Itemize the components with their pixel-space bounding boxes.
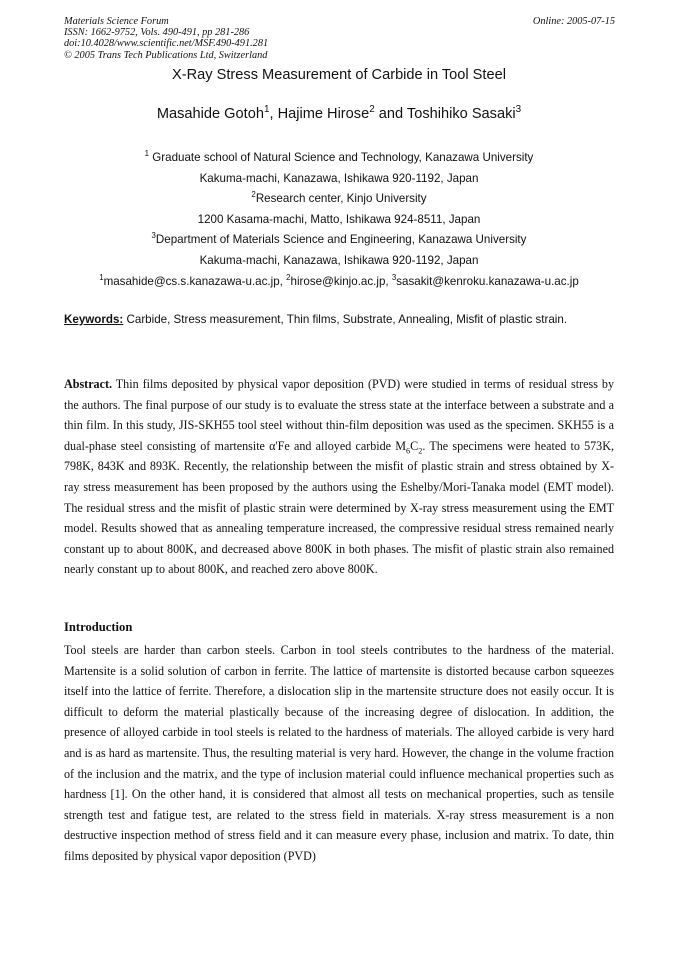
paper-title: X-Ray Stress Measurement of Carbide in Tool Steel	[172, 67, 506, 83]
journal-info	[64, 16, 268, 61]
issn-line: ISSN: 1662-9752, Vols. 490-491, pp 281-286	[64, 27, 250, 39]
author-separator: and	[374, 106, 407, 122]
affiliation-name: Department of Materials Science and Engineering, Kanazawa University	[155, 233, 527, 247]
email-address: hirose@kinjo.ac.jp,	[290, 274, 392, 288]
alpha-symbol: α'Fe	[269, 438, 290, 453]
abstract-label: Abstract.	[64, 377, 113, 391]
author-name: Masahide Gotoh	[156, 106, 264, 122]
copyright-line: © 2005 Trans Tech Publications Ltd, Switzerland	[64, 49, 268, 61]
subscript: 6	[406, 446, 411, 456]
abstract-text: C	[410, 438, 419, 453]
author-name: Toshihiko Sasaki	[406, 106, 516, 122]
author-separator: ,	[269, 106, 278, 122]
journal-name: Materials Science Forum	[64, 16, 169, 27]
author-name: Hajime Hirose	[277, 106, 370, 122]
affiliation-name: Research center, Kinjo University	[255, 192, 427, 206]
affil-mark: 1	[99, 272, 104, 282]
affil-mark: 3	[151, 231, 156, 241]
abstract-text: . The specimens were heated to 573K, 798K, 843K and 893K. Recently, the relationship between the misfit of plastic strain and stress obtained by X-ray stress measurement has been proposed by the authors using the Eshelby/Mori-Tanaka model (EMT model). The residual stress and the misfit of plastic strain were determined by X-ray stress measurement using the EMT model. Results showed that as annealing temperature increased, the compressive residual stress remained nearly constant up to about 800K, and decreased above 800K in both phases. The misfit of plastic strain also remained nearly constant up to about 800K, and reached zero above 800K.	[64, 438, 614, 577]
online-date: Online: 2005-07-15	[532, 16, 615, 27]
email-address: masahide@cs.s.kanazawa-u.ac.jp,	[103, 274, 287, 288]
author-affil-mark: 3	[515, 104, 522, 116]
abstract	[64, 374, 614, 580]
affiliation-1	[0, 148, 678, 169]
introduction-text: Tool steels are harder than carbon steels. Carbon in tool steels contributes to the hardness of the material. Martensite is a solid solution of carbon in ferrite. The lattice of martensite is distorted because carbon squeezes itself into the lattice of ferrite. Therefore, a dislocation slip in the martensite structure does not easily occur. It is difficult to deform the material plastically because of the increasing degree of dislocation. In addition, the presence of alloyed carbide in tool steels is related to the hardness of materials. The alloyed carbide is very hard and is as hard as martensite. Thus, the resulting material is very hard. However, the change in the volume fraction of the inclusion and the matrix, and the type of inclusion material could influence mechanical properties such as hardness [1]. On the other hand, it is considered that almost all tests on mechanical properties, such as tensile strength test and fatigue test, are related to the stress field in materials. X-ray stress measurement is a non destructive inspection method of stress field and it can measure every phase, inclusion and matrix. To date, thin films deposited by physical vapor deposition (PVD)	[64, 643, 614, 863]
author-affil-mark: 2	[369, 104, 375, 116]
section-heading: Introduction	[64, 620, 133, 634]
email-address: sasakit@kenroku.kanazawa-u.ac.jp	[396, 274, 579, 288]
affiliation-address: Kakuma-machi, Kanazawa, Ishikawa 920-1192, Japan	[199, 253, 479, 267]
author-list	[0, 106, 678, 122]
affil-mark: 2	[251, 190, 256, 200]
abstract-text: and alloyed carbide M	[289, 438, 407, 453]
affil-mark: 3	[391, 272, 397, 282]
author-affil-mark: 1	[263, 104, 270, 116]
affiliation-address: 1200 Kasama-machi, Matto, Ishikawa 924-8511, Japan	[197, 212, 481, 226]
affiliation-2	[0, 189, 678, 210]
keywords	[64, 313, 567, 326]
email-line	[0, 272, 678, 293]
affiliation-address: Kakuma-machi, Kanazawa, Ishikawa 920-1192, Japan	[199, 171, 479, 185]
keywords-label: Keywords:	[64, 313, 124, 326]
affil-mark: 2	[286, 272, 291, 282]
doi-line: doi:10.4028/www.scientific.net/MSF.490-491.281	[64, 38, 269, 50]
affiliation-name: Graduate school of Natural Science and Technology, Kanazawa University	[149, 151, 534, 164]
affiliations	[0, 148, 678, 292]
keywords-text: Carbide, Stress measurement, Thin films, Substrate, Annealing, Misfit of plastic strain.	[123, 313, 568, 326]
affiliation-3	[0, 230, 678, 251]
affil-mark: 1	[144, 149, 150, 159]
subscript: 2	[418, 446, 423, 456]
abstract-text: Thin films deposited by physical vapor deposition (PVD) were studied in terms of residual stress by the authors. The final purpose of our study is to evaluate the stress state at the interface between a substrate and a thin film. In this study, JIS-SKH55 tool steel without thin-film deposition was used as the specimen. SKH55 is a dual-phase steel consisting of martensite	[64, 377, 614, 453]
